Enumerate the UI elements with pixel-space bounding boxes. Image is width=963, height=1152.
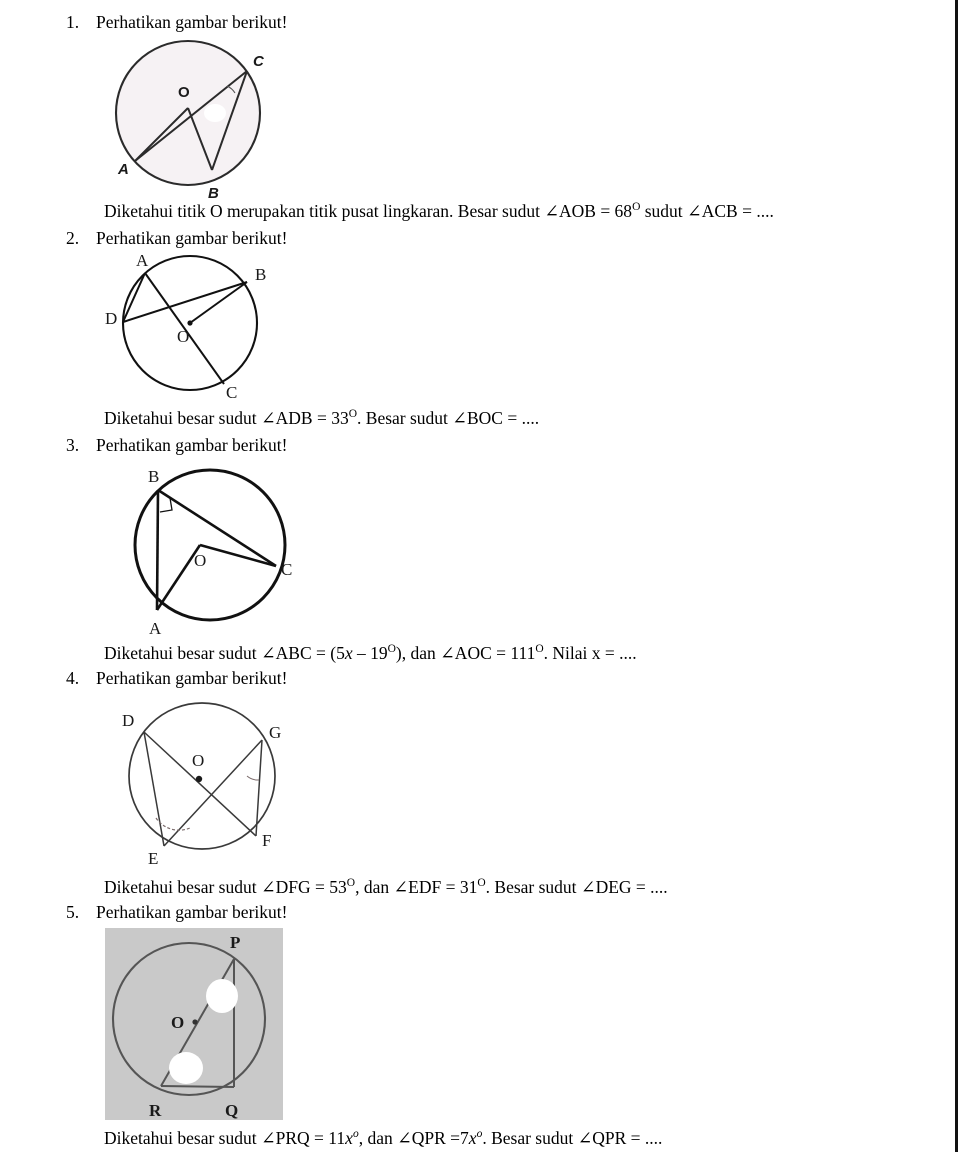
question-3-degree-symbol-1: O: [387, 643, 396, 656]
question-5: [66, 902, 946, 924]
question-4-desc-before: Diketahui besar sudut ∠DFG = 53: [104, 877, 347, 897]
question-3-number: 3.: [66, 435, 80, 455]
figure-5-svg: [105, 926, 285, 1122]
question-1-description: [104, 201, 774, 223]
figure-4-svg: [112, 696, 302, 866]
label-O-3: O: [194, 551, 207, 570]
label-O-5: O: [171, 1013, 185, 1032]
question-5-degree-symbol-2: o: [476, 1128, 483, 1141]
question-2-prompt: Perhatikan gambar berikut!: [96, 228, 288, 248]
center-dot-4: [196, 776, 202, 782]
question-1-heading: [66, 12, 946, 34]
page-right-border: [955, 0, 958, 1152]
figure-1: [110, 38, 280, 203]
question-3-prompt: Perhatikan gambar berikut!: [96, 435, 288, 455]
question-2: [66, 228, 946, 250]
question-4-prompt: Perhatikan gambar berikut!: [96, 668, 288, 688]
figure-3-svg: [118, 462, 313, 637]
question-5-heading: [66, 902, 946, 924]
figure-2-svg: [105, 250, 290, 402]
figure-5-blob-2: [169, 1052, 203, 1084]
label-P-5: P: [230, 933, 241, 952]
figure-3: [118, 462, 313, 637]
label-R-5: R: [149, 1101, 162, 1120]
label-C-2: C: [226, 383, 238, 402]
question-5-variable-1: x: [345, 1128, 353, 1148]
question-2-description: [104, 408, 539, 430]
label-A-2: A: [136, 251, 149, 270]
question-4-desc-mid: , dan ∠EDF = 31: [355, 877, 478, 897]
question-3-desc-mid: – 19: [352, 643, 388, 663]
question-1-degree-symbol: O: [632, 201, 641, 214]
question-4-degree-symbol-2: O: [477, 877, 486, 890]
question-5-prompt: Perhatikan gambar berikut!: [96, 902, 288, 922]
label-C-3: C: [281, 560, 293, 579]
question-1-number: 1.: [66, 12, 80, 32]
segment-B-A: [157, 490, 158, 610]
question-2-heading: [66, 228, 946, 250]
question-3-variable: x: [344, 643, 353, 663]
label-C-1: C: [253, 53, 264, 70]
question-3-desc-before: Diketahui besar sudut ∠ABC = (5: [104, 643, 345, 663]
label-B-2: B: [255, 265, 267, 284]
figure-2: [105, 250, 290, 402]
segment-R-Q: [161, 1086, 234, 1087]
question-5-description: [104, 1128, 662, 1150]
question-4-number: 4.: [66, 668, 80, 688]
question-4-degree-symbol-1: O: [346, 877, 356, 890]
center-dot-5: [192, 1019, 197, 1024]
figure-5: [105, 926, 285, 1122]
center-dot-2: [187, 320, 192, 325]
circle-4: [129, 703, 275, 849]
label-O-4: O: [192, 751, 205, 770]
question-4-desc-after: . Besar sudut ∠DEG = ....: [485, 877, 668, 897]
circle-1: [116, 41, 260, 185]
label-O-2: O: [177, 327, 190, 346]
question-3: [66, 435, 946, 457]
question-1: [66, 12, 946, 34]
question-1-prompt: Perhatikan gambar berikut!: [96, 12, 288, 32]
label-D-2: D: [105, 309, 118, 328]
question-1-desc-after: sudut ∠ACB = ....: [640, 201, 774, 221]
question-5-desc-after: . Besar sudut ∠QPR = ....: [482, 1128, 663, 1148]
question-4: [66, 668, 946, 690]
figure-1-svg: [110, 38, 280, 203]
question-3-desc-after: . Nilai x = ....: [543, 643, 637, 663]
question-5-degree-symbol-1: o: [352, 1128, 359, 1141]
label-A-1: A: [118, 161, 129, 178]
figure-4: [112, 696, 302, 866]
question-5-desc-before: Diketahui besar sudut ∠PRQ = 11: [104, 1128, 346, 1148]
question-1-desc-before: Diketahui titik O merupakan titik pusat lingkaran. Besar sudut ∠AOB = 68: [104, 201, 633, 221]
figure-5-blob-1: [206, 979, 238, 1013]
question-3-heading: [66, 435, 946, 457]
figure-1-blob: [204, 104, 226, 122]
question-5-variable-2: x: [468, 1128, 477, 1148]
question-3-desc-mid2: ), dan ∠AOC = 111: [395, 643, 536, 663]
label-B-1: B: [208, 185, 219, 202]
label-A-3: A: [149, 619, 162, 638]
question-2-number: 2.: [66, 228, 80, 248]
question-2-degree-symbol: O: [348, 408, 358, 421]
label-D-4: D: [122, 711, 135, 730]
question-5-desc-mid: , dan ∠QPR =7: [358, 1128, 469, 1148]
label-Q-5: Q: [225, 1101, 239, 1120]
question-4-heading: [66, 668, 946, 690]
question-2-desc-before: Diketahui besar sudut ∠ADB = 33: [104, 408, 349, 428]
question-3-degree-symbol-2: O: [535, 643, 544, 656]
label-E-4: E: [148, 849, 159, 868]
label-B-3: B: [148, 467, 160, 486]
question-5-number: 5.: [66, 902, 80, 922]
question-3-description: [104, 643, 637, 665]
label-O-1: O: [178, 84, 190, 101]
question-4-description: [104, 877, 668, 899]
label-F-4: F: [262, 831, 272, 850]
label-G-4: G: [269, 723, 282, 742]
question-2-desc-after: . Besar sudut ∠BOC = ....: [357, 408, 540, 428]
